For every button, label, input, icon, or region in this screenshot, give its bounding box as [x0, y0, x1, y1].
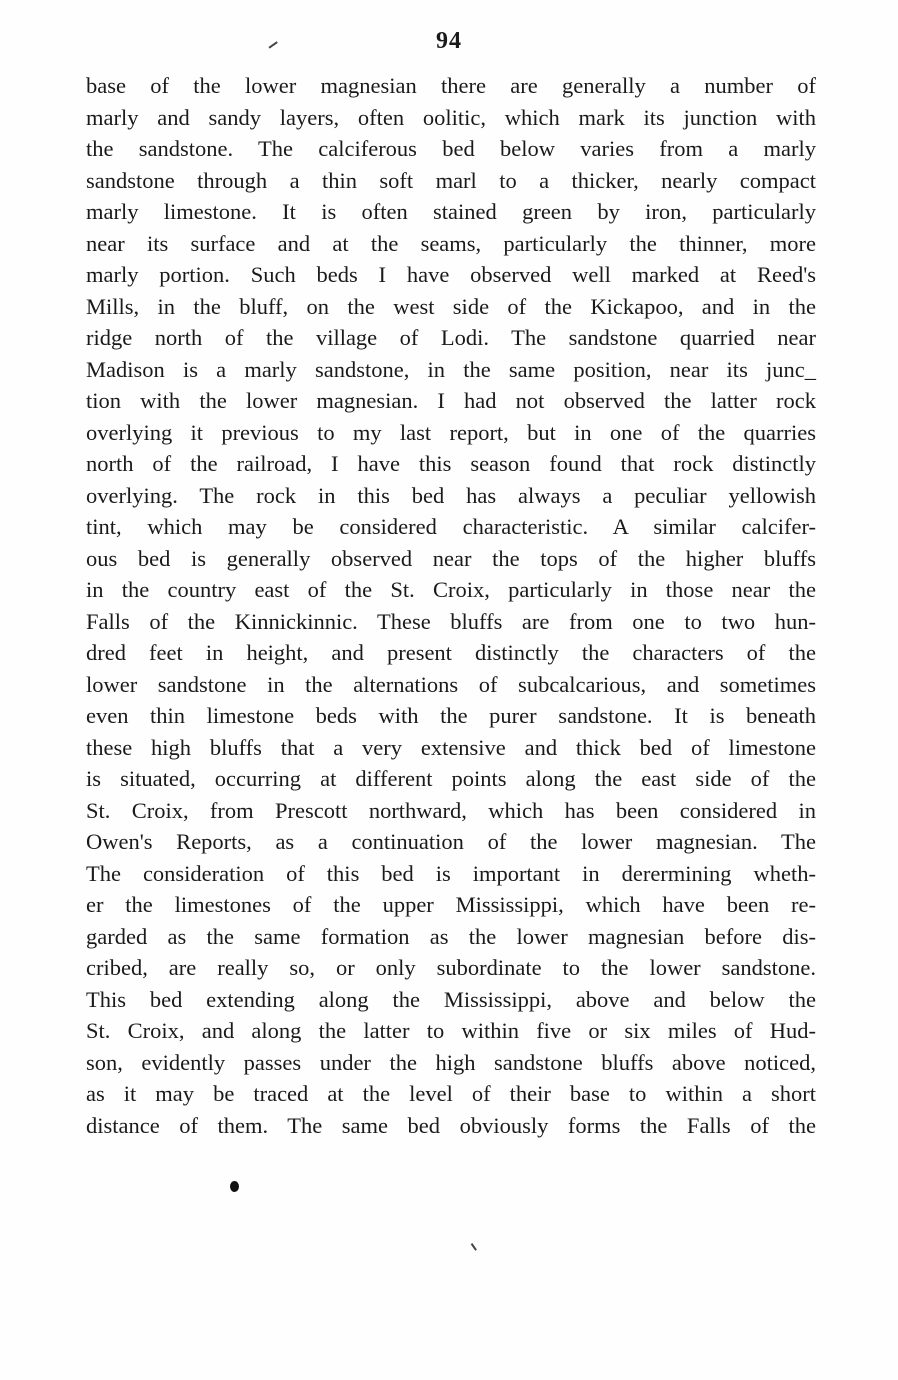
text-line: Falls of the Kinnickinnic. These bluffs are from one to two hun- — [86, 608, 816, 634]
text-line: er the limestones of the upper Mississippi, which have been re- — [86, 892, 816, 917]
text-line: Madison is a marly sandstone, in the same position, near its junc_ — [86, 356, 816, 382]
text-line: This bed extending along the Mississippi, above and below the — [86, 986, 816, 1012]
text-line: dred feet in height, and present distinctly the characters of the — [86, 640, 816, 665]
text-line: base of the lower magnesian there are generally a number of — [86, 73, 816, 98]
text-line: son, evidently passes under the high sandstone bluffs above noticed, — [86, 1049, 816, 1075]
text-line: St. Croix, and along the latter to within five or six miles of Hud- — [86, 1018, 816, 1043]
text-line: distance of them. The same bed obviously forms the Falls of the — [86, 1112, 816, 1138]
text-line: the sandstone. The calciferous bed below varies from a marly — [86, 136, 816, 161]
text-line: even thin limestone beds with the purer sandstone. It is beneath — [86, 703, 816, 728]
text-line: marly and sandy layers, often oolitic, which mark its junction with — [86, 104, 816, 130]
text-line: garded as the same formation as the lower magnesian before dis- — [86, 923, 816, 949]
ink-blot — [230, 1181, 239, 1192]
text-line: these high bluffs that a very extensive and thick bed of limestone — [86, 734, 816, 760]
text-line: is situated, occurring at different points along the east side of the — [86, 766, 816, 791]
text-line: marly portion. Such beds I have observed well marked at Reed's — [86, 262, 816, 287]
text-line: tint, which may be considered characteristic. A similar calcifer- — [86, 514, 816, 539]
text-line: St. Croix, from Prescott northward, which has been considered in — [86, 797, 816, 823]
text-line: near its surface and at the seams, particularly the thinner, more — [86, 230, 816, 256]
text-line: overlying. The rock in this bed has always a peculiar yellowish — [86, 482, 816, 508]
text-line: as it may be traced at the level of their base to within a short — [86, 1081, 816, 1106]
scan-mark — [471, 1243, 477, 1250]
page-number: 94 — [436, 28, 462, 54]
text-line: Owen's Reports, as a continuation of the lower magnesian. The — [86, 829, 816, 854]
text-line: tion with the lower magnesian. I had not observed the latter rock — [86, 388, 816, 413]
text-line: lower sandstone in the alternations of subcalcarious, and sometimes — [86, 671, 816, 697]
body-text — [86, 70, 816, 1141]
text-line: cribed, are really so, or only subordinate to the lower sandstone. — [86, 955, 816, 980]
text-line: The consideration of this bed is important in derermining wheth- — [86, 860, 816, 886]
text-line: in the country east of the St. Croix, particularly in those near the — [86, 577, 816, 602]
text-line: ridge north of the village of Lodi. The sandstone quarried near — [86, 325, 816, 350]
text-line: north of the railroad, I have this season found that rock distinctly — [86, 451, 816, 476]
text-line: sandstone through a thin soft marl to a thicker, nearly compact — [86, 167, 816, 193]
text-line: overlying it previous to my last report, but in one of the quarries — [86, 419, 816, 445]
text-line: marly limestone. It is often stained green by iron, particularly — [86, 199, 816, 224]
text-line: Mills, in the bluff, on the west side of the Kickapoo, and in the — [86, 293, 816, 319]
text-line: ous bed is generally observed near the tops of the higher bluffs — [86, 545, 816, 571]
